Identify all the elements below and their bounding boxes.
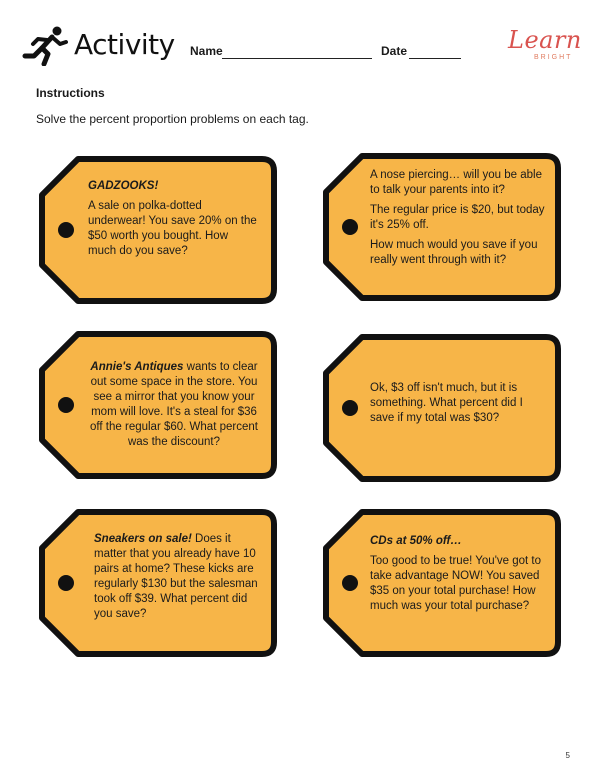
page-title: Activity bbox=[74, 28, 175, 61]
instructions-text: Solve the percent proportion problems on each tag. bbox=[36, 112, 309, 126]
name-field[interactable] bbox=[222, 58, 372, 59]
page-number: 5 bbox=[565, 751, 570, 760]
name-label: Name bbox=[190, 44, 223, 58]
price-tag bbox=[322, 333, 562, 483]
price-tag bbox=[38, 155, 278, 305]
price-tag bbox=[322, 508, 562, 658]
tag-heading: GADZOOKS! bbox=[88, 180, 159, 192]
price-tag bbox=[38, 330, 278, 480]
running-person-icon bbox=[22, 26, 68, 66]
tag-body: Does it matter that you already have 10 pairs at home? These kicks are regularly $130 but the salesman took off $39. What percent did you save? bbox=[94, 533, 258, 620]
date-label: Date bbox=[381, 44, 408, 58]
tag-body: Ok, $3 off isn't much, but it is something. What percent did I save if my total was $30? bbox=[370, 382, 523, 424]
page-header bbox=[0, 0, 600, 80]
tag-line: A nose piercing… will you be able to talk your parents into it? bbox=[370, 169, 542, 196]
tag-body: Too good to be true! You've got to take advantage NOW! You saved $35 on your total purchase! How much was your total purchase? bbox=[370, 555, 542, 612]
tag-line: The regular price is $20, but today it's 25% off. bbox=[370, 204, 545, 231]
instructions-heading: Instructions bbox=[36, 86, 105, 100]
tag-line: How much would you save if you really went through with it? bbox=[370, 239, 538, 266]
tag-body: wants to clear out some space in the store. You see a mirror that you know your mom will love. It's a steal for $36 off the regular $60. What percent was the discount? bbox=[90, 361, 258, 448]
tag-heading: CDs at 50% off… bbox=[370, 535, 462, 547]
learn-bright-logo: Learn bbox=[508, 26, 582, 54]
tag-heading: Annie's Antiques bbox=[90, 361, 184, 373]
tag-heading: Sneakers on sale! bbox=[94, 533, 192, 545]
learn-bright-logo-sub: BRIGHT bbox=[534, 54, 573, 61]
price-tag bbox=[38, 508, 278, 658]
price-tag bbox=[322, 152, 562, 302]
tag-body: A sale on polka-dotted underwear! You save 20% on the $50 worth you bought. How much do you save? bbox=[88, 200, 257, 257]
date-field[interactable] bbox=[409, 58, 461, 59]
